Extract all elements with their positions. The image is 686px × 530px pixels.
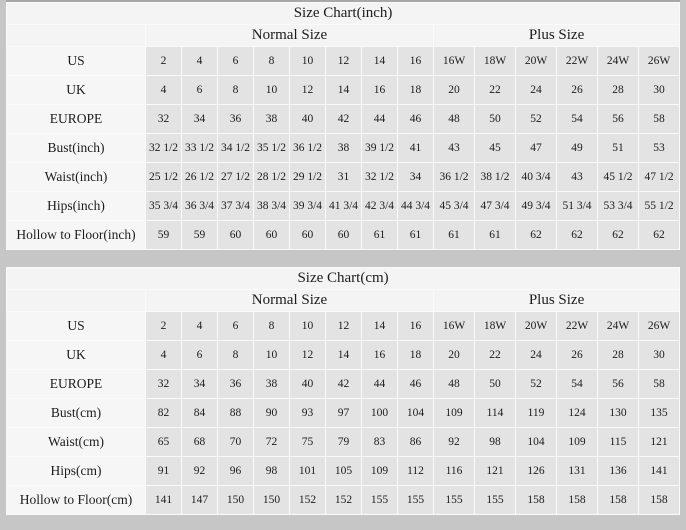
size-value-cell: 34 xyxy=(182,370,217,398)
size-value-cell: 92 xyxy=(182,457,217,485)
corner-cell xyxy=(7,25,145,46)
size-value-cell: 84 xyxy=(182,399,217,427)
size-value-cell: 2 xyxy=(146,47,181,75)
size-value-cell: 34 xyxy=(398,163,433,191)
size-value-cell: 26W xyxy=(639,47,679,75)
size-value-cell: 43 xyxy=(557,163,597,191)
size-row xyxy=(7,486,679,514)
corner-cell xyxy=(7,290,145,311)
size-value-cell: 101 xyxy=(290,457,325,485)
size-value-cell: 32 xyxy=(146,370,181,398)
size-value-cell: 49 3/4 xyxy=(516,192,556,220)
size-row xyxy=(7,399,679,427)
row-label: Waist(cm) xyxy=(7,428,145,456)
size-value-cell: 52 xyxy=(516,370,556,398)
size-row xyxy=(7,428,679,456)
size-value-cell: 55 1/2 xyxy=(639,192,679,220)
size-value-cell: 70 xyxy=(218,428,253,456)
size-value-cell: 152 xyxy=(290,486,325,514)
size-chart-cm-table xyxy=(6,267,680,515)
size-value-cell: 10 xyxy=(290,312,325,340)
row-label: UK xyxy=(7,341,145,369)
size-value-cell: 44 xyxy=(362,370,397,398)
size-value-cell: 60 xyxy=(218,221,253,249)
size-value-cell: 38 xyxy=(254,370,289,398)
size-value-cell: 10 xyxy=(290,47,325,75)
size-value-cell: 16 xyxy=(398,47,433,75)
row-label: Hollow to Floor(inch) xyxy=(7,221,145,249)
size-value-cell: 158 xyxy=(639,486,679,514)
size-value-cell: 90 xyxy=(254,399,289,427)
size-value-cell: 12 xyxy=(326,312,361,340)
size-value-cell: 14 xyxy=(362,47,397,75)
size-value-cell: 48 xyxy=(434,370,474,398)
title-row xyxy=(7,3,679,24)
size-value-cell: 53 xyxy=(639,134,679,162)
size-value-cell: 36 1/2 xyxy=(290,134,325,162)
size-value-cell: 112 xyxy=(398,457,433,485)
size-value-cell: 61 xyxy=(362,221,397,249)
size-value-cell: 155 xyxy=(475,486,515,514)
size-value-cell: 62 xyxy=(516,221,556,249)
size-value-cell: 24 xyxy=(516,341,556,369)
size-value-cell: 37 3/4 xyxy=(218,192,253,220)
size-value-cell: 4 xyxy=(182,312,217,340)
row-label: Bust(inch) xyxy=(7,134,145,162)
size-value-cell: 24W xyxy=(598,47,638,75)
size-value-cell: 121 xyxy=(639,428,679,456)
size-value-cell: 47 1/2 xyxy=(639,163,679,191)
size-value-cell: 8 xyxy=(218,76,253,104)
size-value-cell: 36 3/4 xyxy=(182,192,217,220)
size-value-cell: 35 1/2 xyxy=(254,134,289,162)
size-value-cell: 130 xyxy=(598,399,638,427)
size-value-cell: 60 xyxy=(254,221,289,249)
size-value-cell: 50 xyxy=(475,370,515,398)
size-value-cell: 4 xyxy=(182,47,217,75)
size-row xyxy=(7,105,679,133)
size-value-cell: 34 1/2 xyxy=(218,134,253,162)
size-value-cell: 141 xyxy=(146,486,181,514)
size-value-cell: 6 xyxy=(182,76,217,104)
row-label: US xyxy=(7,47,145,75)
size-value-cell: 98 xyxy=(475,428,515,456)
size-value-cell: 60 xyxy=(290,221,325,249)
size-value-cell: 36 xyxy=(218,105,253,133)
plus-size-header: Plus Size xyxy=(434,290,679,311)
size-value-cell: 12 xyxy=(290,341,325,369)
size-value-cell: 114 xyxy=(475,399,515,427)
size-value-cell: 41 xyxy=(398,134,433,162)
size-value-cell: 44 xyxy=(362,105,397,133)
size-row xyxy=(7,370,679,398)
row-label: Bust(cm) xyxy=(7,399,145,427)
size-chart-inch-table xyxy=(6,2,680,250)
size-value-cell: 98 xyxy=(254,457,289,485)
size-value-cell: 158 xyxy=(557,486,597,514)
size-value-cell: 65 xyxy=(146,428,181,456)
table-title: Size Chart(inch) xyxy=(7,3,679,24)
size-value-cell: 49 xyxy=(557,134,597,162)
size-value-cell: 38 3/4 xyxy=(254,192,289,220)
size-value-cell: 24W xyxy=(598,312,638,340)
size-value-cell: 26W xyxy=(639,312,679,340)
size-value-cell: 121 xyxy=(475,457,515,485)
size-value-cell: 115 xyxy=(598,428,638,456)
size-value-cell: 22W xyxy=(557,312,597,340)
size-value-cell: 16 xyxy=(362,341,397,369)
size-value-cell: 28 xyxy=(598,341,638,369)
size-value-cell: 22W xyxy=(557,47,597,75)
size-value-cell: 52 xyxy=(516,105,556,133)
size-value-cell: 40 3/4 xyxy=(516,163,556,191)
size-value-cell: 20 xyxy=(434,76,474,104)
group-header-row xyxy=(7,290,679,311)
size-value-cell: 22 xyxy=(475,76,515,104)
size-value-cell: 33 1/2 xyxy=(182,134,217,162)
row-label: EUROPE xyxy=(7,105,145,133)
size-value-cell: 51 xyxy=(598,134,638,162)
size-value-cell: 104 xyxy=(516,428,556,456)
size-value-cell: 30 xyxy=(639,341,679,369)
title-row xyxy=(7,268,679,289)
size-value-cell: 46 xyxy=(398,105,433,133)
size-value-cell: 16 xyxy=(362,76,397,104)
size-value-cell: 150 xyxy=(218,486,253,514)
size-value-cell: 25 1/2 xyxy=(146,163,181,191)
size-value-cell: 105 xyxy=(326,457,361,485)
size-value-cell: 58 xyxy=(639,105,679,133)
size-value-cell: 43 xyxy=(434,134,474,162)
size-value-cell: 16W xyxy=(434,47,474,75)
size-value-cell: 86 xyxy=(398,428,433,456)
size-value-cell: 53 3/4 xyxy=(598,192,638,220)
size-row xyxy=(7,341,679,369)
size-value-cell: 12 xyxy=(290,76,325,104)
size-value-cell: 72 xyxy=(254,428,289,456)
row-label: Hips(inch) xyxy=(7,192,145,220)
size-value-cell: 4 xyxy=(146,341,181,369)
size-chart-cm-section xyxy=(6,267,680,515)
size-value-cell: 93 xyxy=(290,399,325,427)
size-row xyxy=(7,312,679,340)
size-value-cell: 36 xyxy=(218,370,253,398)
size-value-cell: 40 xyxy=(290,105,325,133)
size-value-cell: 35 3/4 xyxy=(146,192,181,220)
size-value-cell: 10 xyxy=(254,341,289,369)
size-value-cell: 42 xyxy=(326,105,361,133)
size-value-cell: 2 xyxy=(146,312,181,340)
size-value-cell: 14 xyxy=(326,341,361,369)
size-value-cell: 126 xyxy=(516,457,556,485)
size-value-cell: 39 1/2 xyxy=(362,134,397,162)
table-title: Size Chart(cm) xyxy=(7,268,679,289)
size-value-cell: 48 xyxy=(434,105,474,133)
group-header-row xyxy=(7,25,679,46)
size-value-cell: 44 3/4 xyxy=(398,192,433,220)
size-value-cell: 61 xyxy=(434,221,474,249)
size-value-cell: 6 xyxy=(182,341,217,369)
size-value-cell: 22 xyxy=(475,341,515,369)
size-value-cell: 10 xyxy=(254,76,289,104)
size-value-cell: 104 xyxy=(398,399,433,427)
size-value-cell: 27 1/2 xyxy=(218,163,253,191)
size-value-cell: 54 xyxy=(557,370,597,398)
size-value-cell: 8 xyxy=(254,47,289,75)
size-value-cell: 45 3/4 xyxy=(434,192,474,220)
size-value-cell: 56 xyxy=(598,105,638,133)
size-value-cell: 88 xyxy=(218,399,253,427)
size-value-cell: 51 3/4 xyxy=(557,192,597,220)
size-value-cell: 92 xyxy=(434,428,474,456)
size-value-cell: 50 xyxy=(475,105,515,133)
row-label: Waist(inch) xyxy=(7,163,145,191)
size-value-cell: 59 xyxy=(146,221,181,249)
size-value-cell: 79 xyxy=(326,428,361,456)
size-value-cell: 12 xyxy=(326,47,361,75)
size-value-cell: 34 xyxy=(182,105,217,133)
size-value-cell: 42 xyxy=(326,370,361,398)
size-value-cell: 91 xyxy=(146,457,181,485)
size-value-cell: 116 xyxy=(434,457,474,485)
size-value-cell: 8 xyxy=(254,312,289,340)
size-value-cell: 41 3/4 xyxy=(326,192,361,220)
size-row xyxy=(7,192,679,220)
size-value-cell: 29 1/2 xyxy=(290,163,325,191)
size-value-cell: 40 xyxy=(290,370,325,398)
size-value-cell: 96 xyxy=(218,457,253,485)
size-value-cell: 54 xyxy=(557,105,597,133)
size-value-cell: 16W xyxy=(434,312,474,340)
size-value-cell: 119 xyxy=(516,399,556,427)
size-value-cell: 14 xyxy=(326,76,361,104)
size-value-cell: 97 xyxy=(326,399,361,427)
size-value-cell: 47 3/4 xyxy=(475,192,515,220)
size-value-cell: 32 1/2 xyxy=(146,134,181,162)
size-value-cell: 8 xyxy=(218,341,253,369)
size-value-cell: 28 xyxy=(598,76,638,104)
size-value-cell: 26 xyxy=(557,76,597,104)
size-value-cell: 58 xyxy=(639,370,679,398)
size-value-cell: 152 xyxy=(326,486,361,514)
size-value-cell: 56 xyxy=(598,370,638,398)
size-value-cell: 38 1/2 xyxy=(475,163,515,191)
size-value-cell: 131 xyxy=(557,457,597,485)
size-value-cell: 109 xyxy=(557,428,597,456)
size-value-cell: 59 xyxy=(182,221,217,249)
size-value-cell: 16 xyxy=(398,312,433,340)
size-value-cell: 135 xyxy=(639,399,679,427)
size-value-cell: 32 xyxy=(146,105,181,133)
size-value-cell: 30 xyxy=(639,76,679,104)
size-value-cell: 100 xyxy=(362,399,397,427)
size-value-cell: 47 xyxy=(516,134,556,162)
normal-size-header: Normal Size xyxy=(146,25,433,46)
size-value-cell: 150 xyxy=(254,486,289,514)
size-chart-inch-section xyxy=(6,0,680,250)
size-value-cell: 45 1/2 xyxy=(598,163,638,191)
size-value-cell: 18 xyxy=(398,76,433,104)
size-value-cell: 38 xyxy=(326,134,361,162)
size-value-cell: 46 xyxy=(398,370,433,398)
row-label: US xyxy=(7,312,145,340)
size-row xyxy=(7,76,679,104)
size-row xyxy=(7,457,679,485)
size-value-cell: 158 xyxy=(516,486,556,514)
size-value-cell: 36 1/2 xyxy=(434,163,474,191)
size-value-cell: 20W xyxy=(516,312,556,340)
size-value-cell: 61 xyxy=(475,221,515,249)
size-value-cell: 39 3/4 xyxy=(290,192,325,220)
size-value-cell: 155 xyxy=(398,486,433,514)
size-value-cell: 155 xyxy=(434,486,474,514)
size-value-cell: 18W xyxy=(475,47,515,75)
size-row xyxy=(7,134,679,162)
row-label: EUROPE xyxy=(7,370,145,398)
size-value-cell: 62 xyxy=(598,221,638,249)
normal-size-header: Normal Size xyxy=(146,290,433,311)
size-value-cell: 158 xyxy=(598,486,638,514)
size-value-cell: 26 xyxy=(557,341,597,369)
size-value-cell: 83 xyxy=(362,428,397,456)
size-value-cell: 109 xyxy=(434,399,474,427)
size-row xyxy=(7,163,679,191)
size-value-cell: 42 3/4 xyxy=(362,192,397,220)
size-value-cell: 4 xyxy=(146,76,181,104)
size-value-cell: 6 xyxy=(218,312,253,340)
size-row xyxy=(7,47,679,75)
size-chart-cm-body xyxy=(7,312,679,514)
size-value-cell: 24 xyxy=(516,76,556,104)
size-value-cell: 26 1/2 xyxy=(182,163,217,191)
size-value-cell: 62 xyxy=(557,221,597,249)
size-value-cell: 20W xyxy=(516,47,556,75)
size-row xyxy=(7,221,679,249)
row-label: Hollow to Floor(cm) xyxy=(7,486,145,514)
size-value-cell: 147 xyxy=(182,486,217,514)
size-value-cell: 136 xyxy=(598,457,638,485)
size-value-cell: 31 xyxy=(326,163,361,191)
size-value-cell: 124 xyxy=(557,399,597,427)
size-value-cell: 32 1/2 xyxy=(362,163,397,191)
row-label: Hips(cm) xyxy=(7,457,145,485)
size-value-cell: 62 xyxy=(639,221,679,249)
size-chart-inch-body xyxy=(7,47,679,249)
size-value-cell: 6 xyxy=(218,47,253,75)
size-value-cell: 18 xyxy=(398,341,433,369)
size-value-cell: 20 xyxy=(434,341,474,369)
size-value-cell: 14 xyxy=(362,312,397,340)
size-value-cell: 75 xyxy=(290,428,325,456)
size-value-cell: 61 xyxy=(398,221,433,249)
row-label: UK xyxy=(7,76,145,104)
size-value-cell: 60 xyxy=(326,221,361,249)
size-value-cell: 18W xyxy=(475,312,515,340)
size-value-cell: 38 xyxy=(254,105,289,133)
size-value-cell: 155 xyxy=(362,486,397,514)
plus-size-header: Plus Size xyxy=(434,25,679,46)
size-value-cell: 45 xyxy=(475,134,515,162)
size-value-cell: 109 xyxy=(362,457,397,485)
size-value-cell: 141 xyxy=(639,457,679,485)
size-value-cell: 28 1/2 xyxy=(254,163,289,191)
size-value-cell: 82 xyxy=(146,399,181,427)
size-value-cell: 68 xyxy=(182,428,217,456)
